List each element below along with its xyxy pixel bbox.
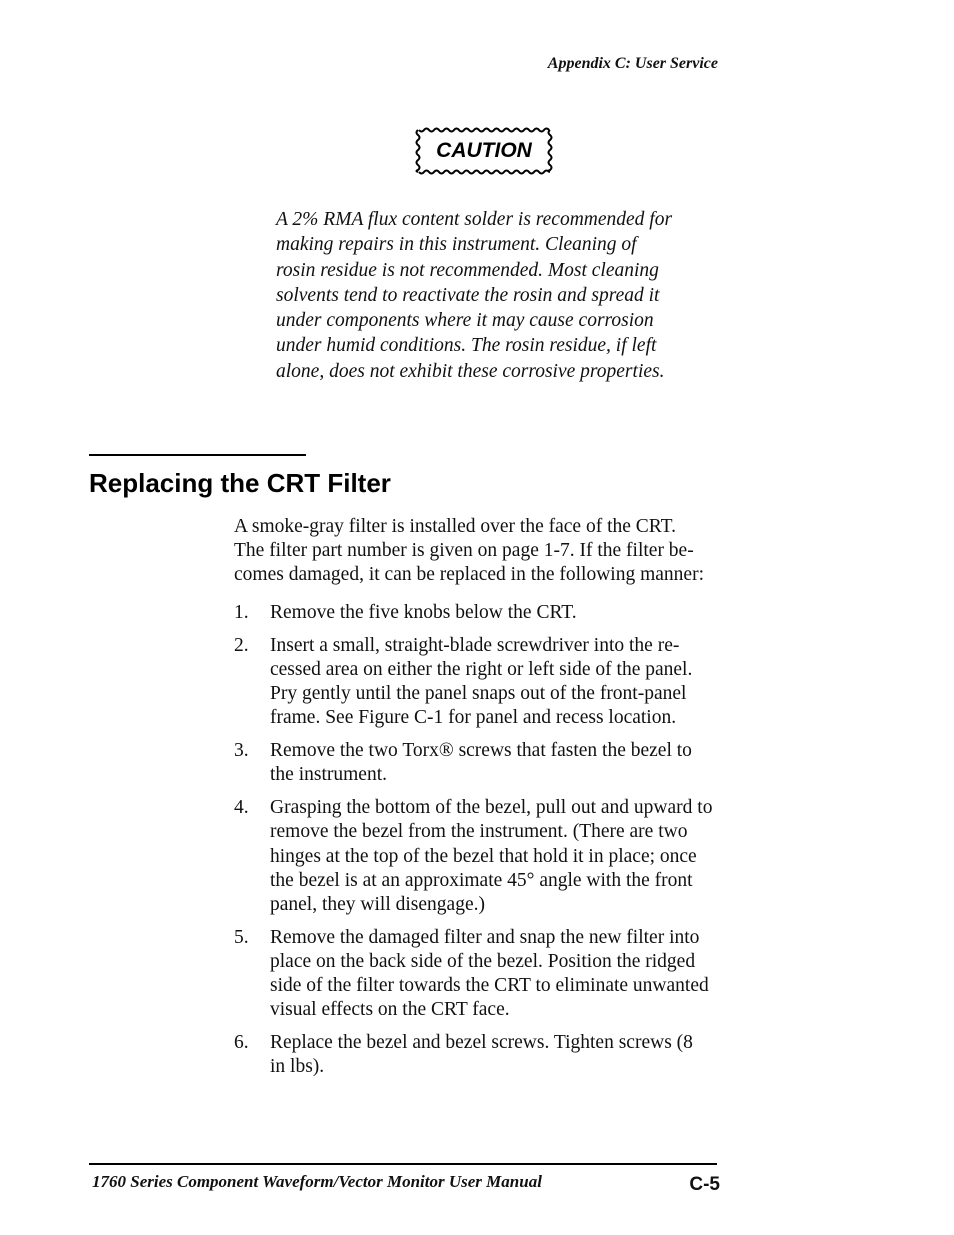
step-number: 6. (234, 1032, 249, 1054)
caution-line: solvents tend to reactivate the rosin and spread it (276, 284, 660, 306)
step-line: cessed area on either the right or left side of the panel. (270, 659, 693, 680)
procedure-steps (234, 601, 754, 1088)
running-head: Appendix C: User Service (547, 55, 718, 72)
step-line: in lbs). (270, 1056, 325, 1078)
caution-line: alone, does not exhibit these corrosive properties. (276, 360, 665, 382)
step-number: 5. (234, 926, 249, 948)
step-5 (234, 926, 754, 1023)
step-line: remove the bezel from the instrument. (There are two (270, 821, 688, 843)
intro-line: comes damaged, it can be replaced in the following manner: (234, 564, 704, 586)
step-line: side of the filter towards the CRT to eliminate unwanted (270, 975, 709, 997)
step-line: place on the back side of the bezel. Position the ridged (270, 951, 696, 973)
step-line: Grasping the bottom of the bezel, pull out and upward to (270, 797, 713, 819)
step-number: 1. (234, 602, 249, 623)
step-line: hinges at the top of the bezel that hold it in place; once (270, 845, 697, 867)
step-3 (234, 739, 754, 787)
caution-box (413, 125, 555, 177)
step-2 (234, 634, 754, 731)
step-line: the instrument. (270, 764, 387, 786)
caution-line: under components where it may cause corrosion (276, 310, 654, 332)
intro-line: A smoke-gray filter is installed over the face of the CRT. (234, 516, 676, 537)
step-number: 2. (234, 634, 249, 656)
intro-line: The filter part number is given on page 1-7. If the filter be- (234, 540, 694, 562)
section-divider (89, 454, 306, 456)
intro-paragraph (234, 515, 754, 588)
step-line: Replace the bezel and bezel screws. Tighten screws (8 (270, 1032, 693, 1054)
caution-line: making repairs in this instrument. Cleaning of (276, 234, 637, 256)
step-number: 4. (234, 797, 249, 819)
page-number: C-5 (689, 1174, 720, 1195)
caution-label: CAUTION (436, 139, 532, 162)
step-line: Remove the two Torx® screws that fasten the bezel to (270, 740, 692, 762)
caution-line: under humid conditions. The rosin residue, if left (276, 335, 657, 357)
step-number: 3. (234, 740, 249, 762)
footer-manual-title: 1760 Series Component Waveform/Vector Monitor User Manual (92, 1172, 542, 1191)
caution-line: A 2% RMA flux content solder is recommended for (276, 209, 673, 230)
step-line: frame. See Figure C-1 for panel and recess location. (270, 707, 677, 729)
step-line: Insert a small, straight-blade screwdriver into the re- (270, 634, 680, 656)
step-4 (234, 796, 754, 917)
footer-divider (89, 1163, 717, 1165)
section-title: Replacing the CRT Filter (89, 468, 391, 498)
step-line: Remove the damaged filter and snap the new filter into (270, 926, 700, 948)
caution-paragraph (276, 207, 726, 384)
caution-line: rosin residue is not recommended. Most cleaning (276, 259, 659, 281)
step-line: Pry gently until the panel snaps out of the front-panel (270, 683, 687, 705)
step-line: the bezel is at an approximate 45° angle with the front (270, 869, 693, 891)
step-line: panel, they will disengage.) (270, 894, 485, 916)
step-line: visual effects on the CRT face. (270, 999, 510, 1021)
step-1 (234, 601, 754, 625)
step-line: Remove the five knobs below the CRT. (270, 602, 577, 623)
step-6 (234, 1031, 754, 1079)
